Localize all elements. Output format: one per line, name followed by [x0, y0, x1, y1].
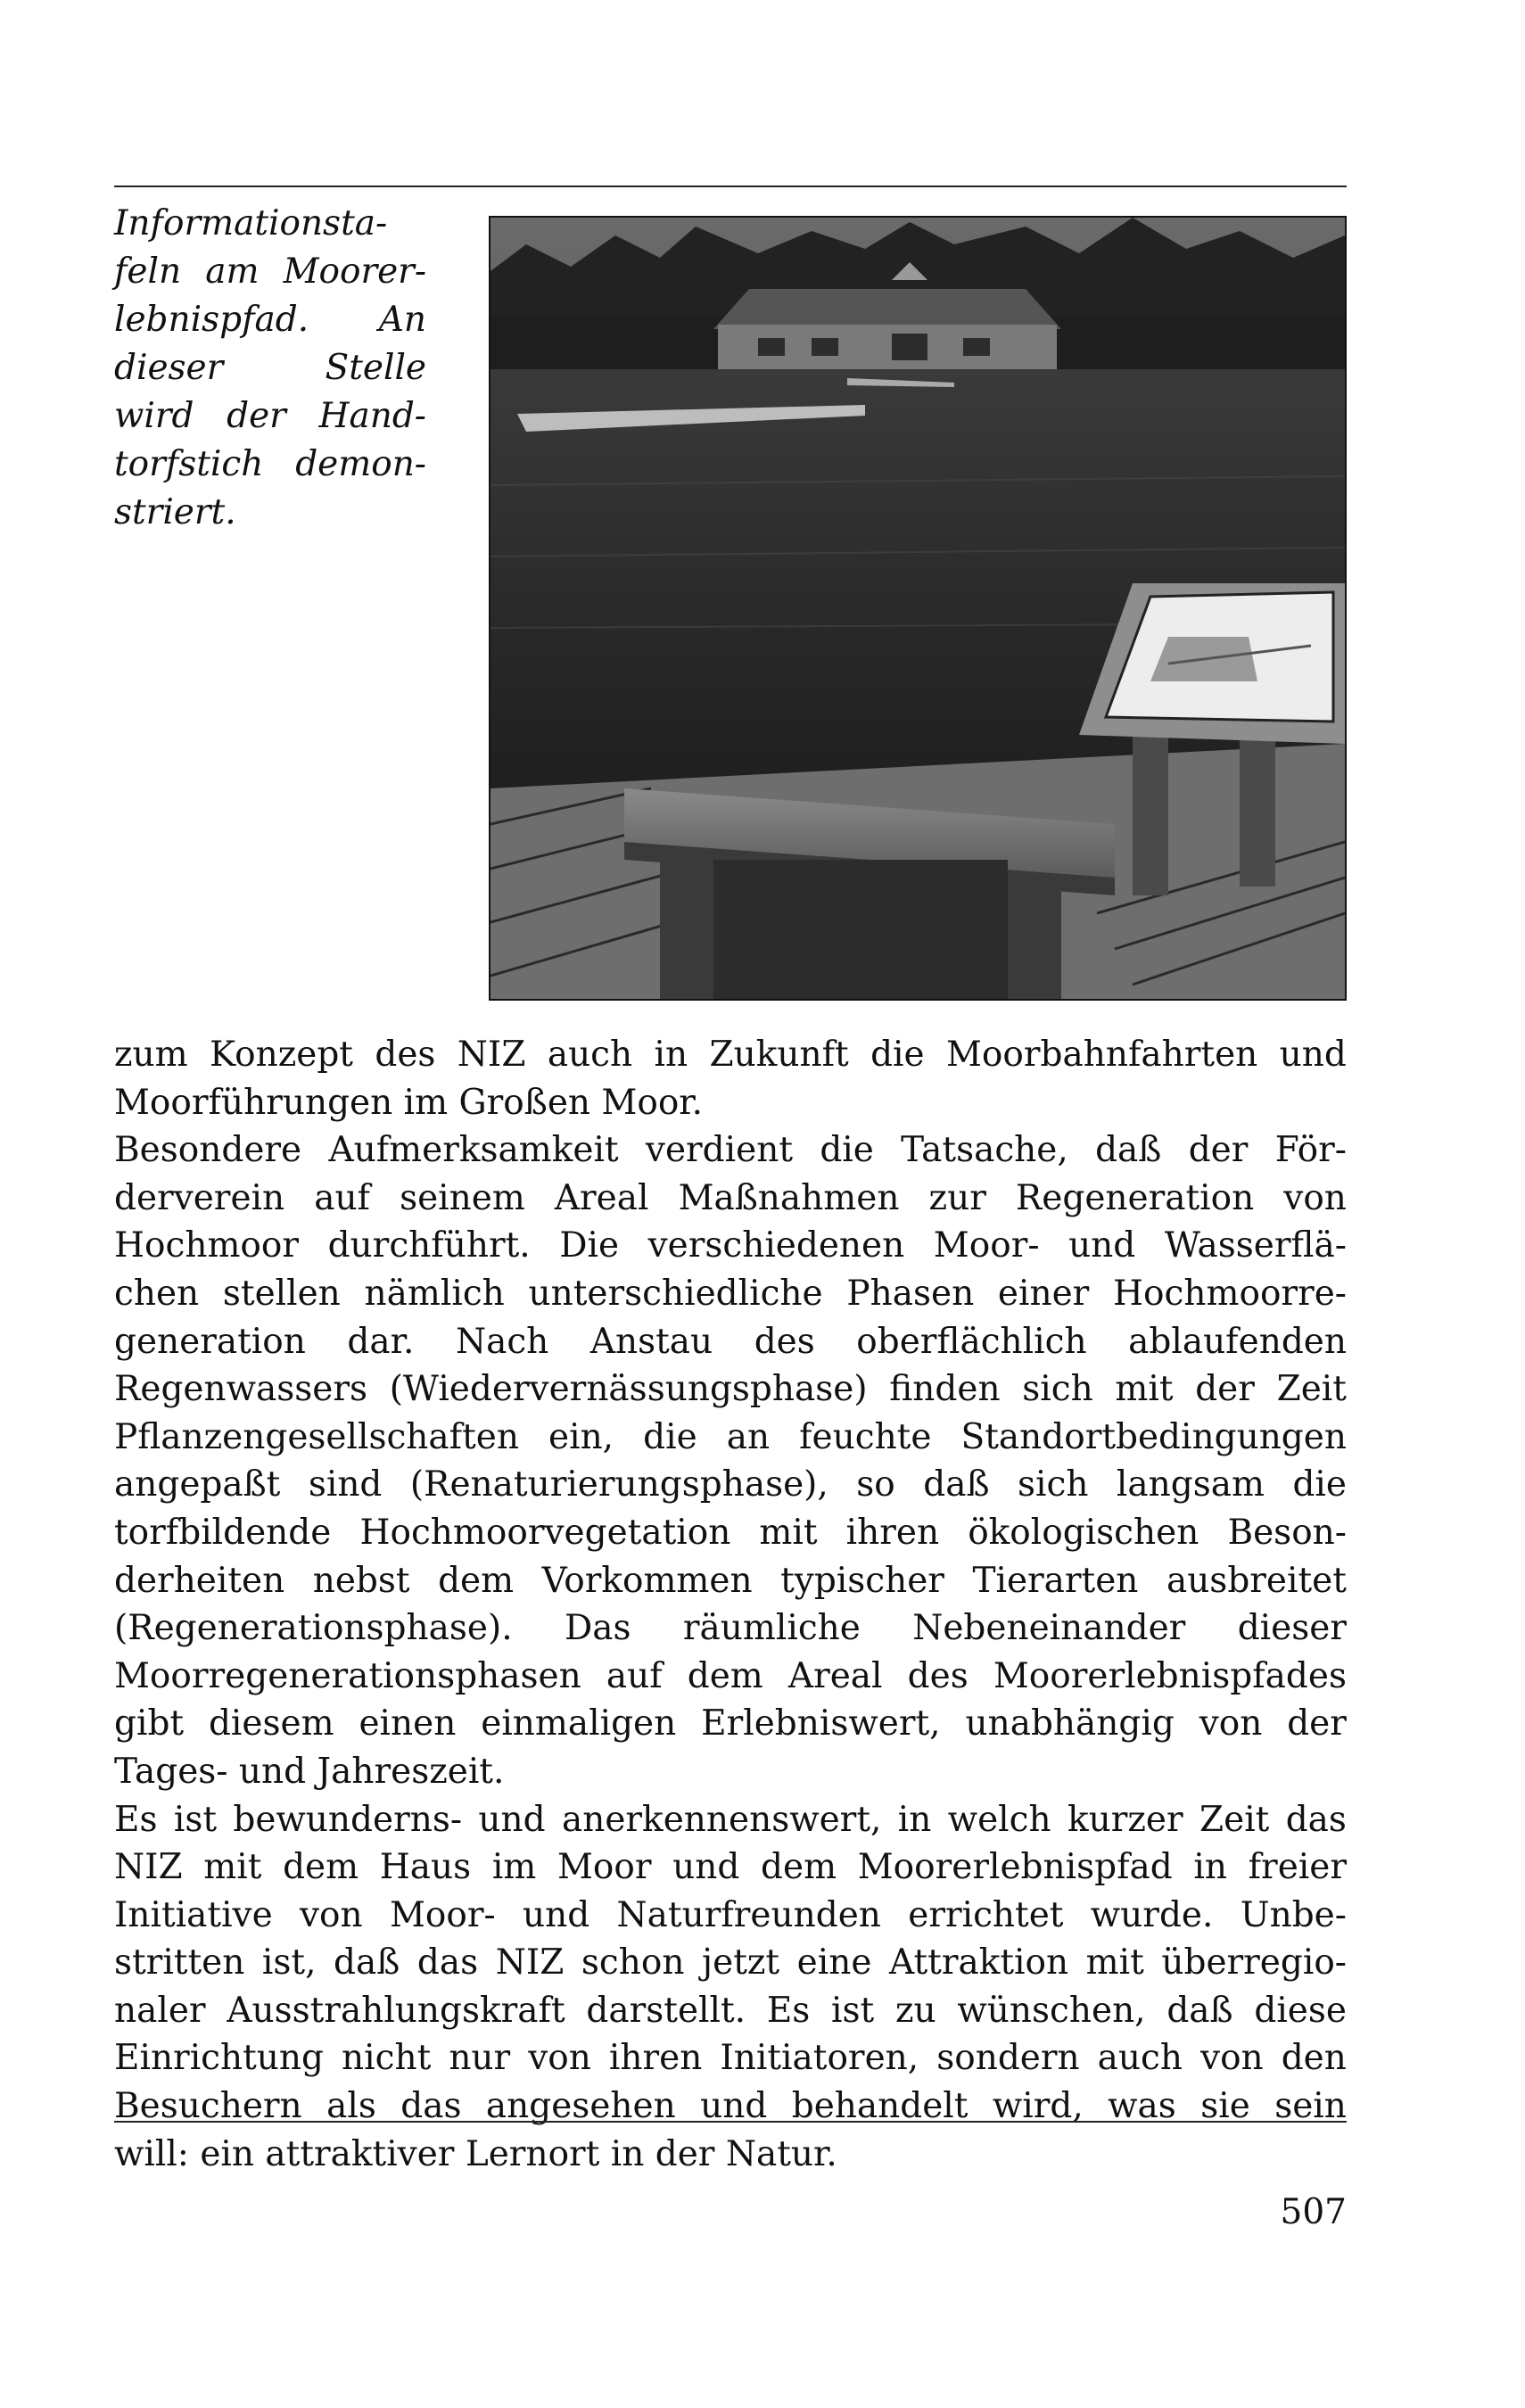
body-line: stritten ist, daß das NIZ schon jetzt eine Attraktion mit überregio-	[114, 1942, 1347, 1983]
photo-caption	[114, 200, 426, 537]
photo-moor-info-boards-icon	[490, 218, 1345, 999]
bottom-rule	[114, 2121, 1347, 2123]
body-line: Tages- und Jahreszeit.	[114, 1751, 505, 1792]
body-line: Einrichtung nicht nur von ihren Initiatoren, sondern auch von den	[114, 2038, 1347, 2079]
body-line: Es ist bewunderns- und anerkennenswert, in welch kurzer Zeit das	[114, 1799, 1347, 1840]
body-line: (Regenerationsphase). Das räumliche Nebeneinander dieser	[114, 1608, 1347, 1649]
page-number: 507	[1280, 2192, 1347, 2232]
body-line: zum Konzept des NIZ auch in Zukunft die Moorbahnfahrten und	[114, 1035, 1347, 1075]
body-line: derheiten nebst dem Vorkommen typischer Tierarten ausbreitet	[114, 1560, 1347, 1601]
caption-line: feln am Moorer-	[114, 252, 426, 292]
body-line: Besuchern als das angesehen und behandelt wird, was sie sein	[114, 2086, 1347, 2127]
body-line: NIZ mit dem Haus im Moor und dem Moorerlebnispfad in freier	[114, 1847, 1347, 1888]
info-board-front	[624, 788, 1115, 999]
caption-line: Informationsta-	[114, 203, 388, 243]
top-rule	[114, 186, 1347, 187]
body-line: Pflanzengesellschaften ein, die an feuchte Standortbedingungen	[114, 1416, 1347, 1457]
caption-line: dieser Stelle	[114, 348, 426, 388]
body-line: Regenwassers (Wiedervernässungsphase) finden sich mit der Zeit	[114, 1369, 1347, 1410]
body-line: Initiative von Moor- und Naturfreunden errichtet wurde. Unbe-	[114, 1894, 1347, 1935]
caption-line: striert.	[114, 492, 236, 532]
body-line: Moorregenerationsphasen auf dem Areal des Moorerlebnispfades	[114, 1655, 1347, 1696]
caption-line: torfstich demon-	[114, 444, 426, 484]
body-line: naler Ausstrahlungskraft darstellt. Es ist zu wünschen, daß diese	[114, 1990, 1347, 2031]
body-line: will: ein attraktiver Lernort in der Natur.	[114, 2133, 837, 2174]
body-text	[114, 1031, 1347, 2178]
body-line: Besondere Aufmerksamkeit verdient die Tatsache, daß der För-	[114, 1130, 1347, 1171]
caption-line: lebnispfad. An	[114, 300, 426, 340]
body-line: generation dar. Nach Anstau des oberflächlich ablaufenden	[114, 1321, 1347, 1362]
body-line: Moorführungen im Großen Moor.	[114, 1082, 704, 1123]
body-line: chen stellen nämlich unterschiedliche Phasen einer Hochmoorre-	[114, 1273, 1347, 1314]
body-line: Hochmoor durchführt. Die verschiedenen Moor- und Wasserflä-	[114, 1225, 1347, 1266]
body-line: gibt diesem einen einmaligen Erlebniswert, unabhängig von der	[114, 1703, 1347, 1744]
caption-line: wird der Hand-	[114, 396, 426, 436]
body-line: angepaßt sind (Renaturierungsphase), so daß sich langsam die	[114, 1464, 1347, 1505]
body-line: torfbildende Hochmoorvegetation mit ihren ökologischen Beson-	[114, 1512, 1347, 1553]
photo	[489, 216, 1347, 1001]
body-line: derverein auf seinem Areal Maßnahmen zur Regeneration von	[114, 1177, 1347, 1218]
